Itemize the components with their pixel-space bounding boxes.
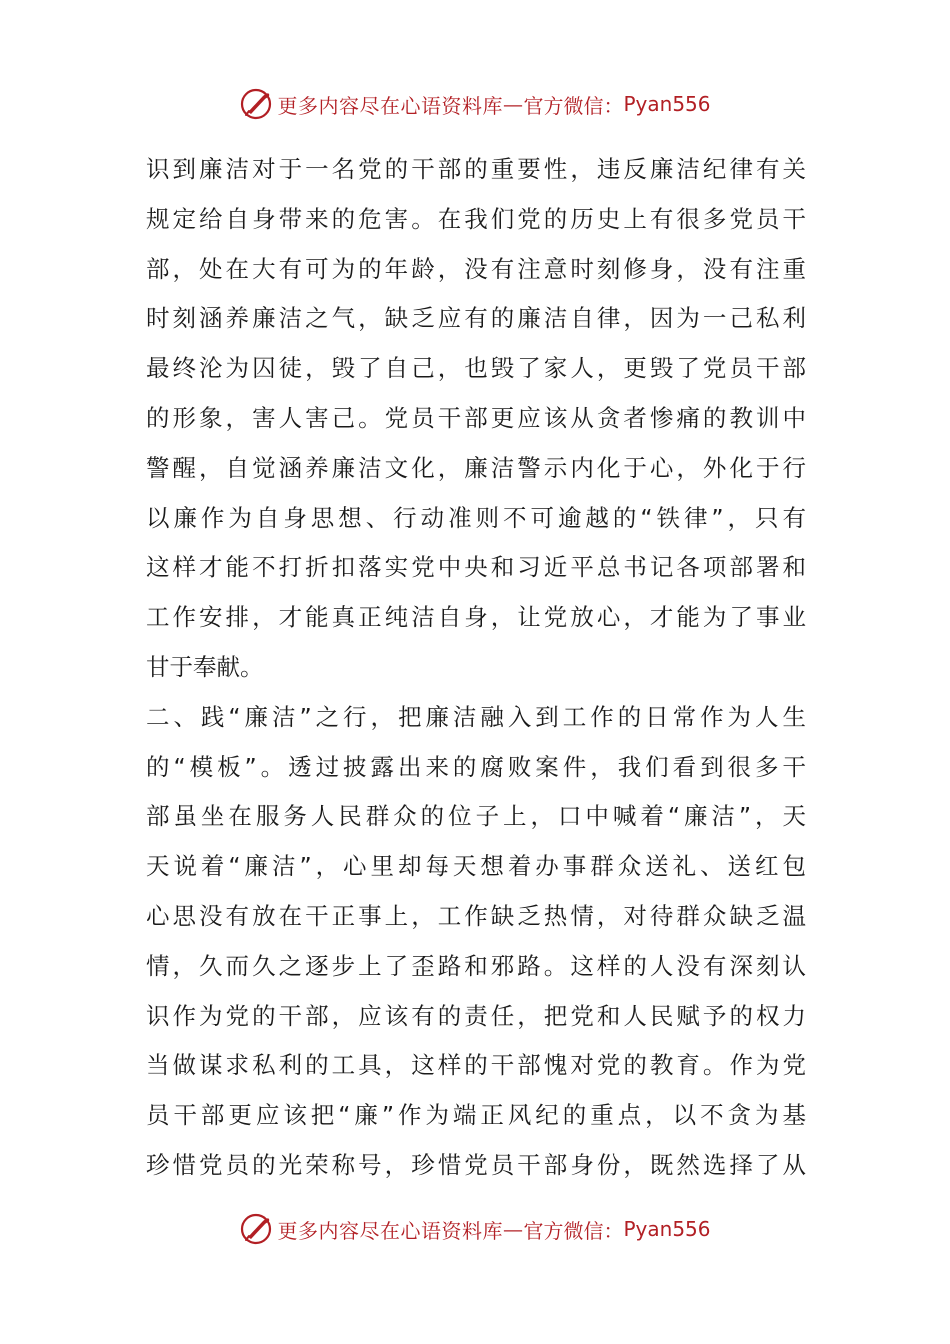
text-line: 珍惜党员的光荣称号，珍惜党员干部身份，既然选择了从 [146,1150,806,1179]
text-line: 这样才能不打折扣落实党中央和习近平总书记各项部署和 [146,553,806,582]
text-line: 二、践“廉洁”之行，把廉洁融入到工作的日常作为人生 [146,702,806,731]
banner-wechat-id: Pyan556 [623,1217,711,1241]
text-line: 当做谋求私利的工具，这样的干部愧对党的教育。作为党 [146,1051,806,1080]
banner-wechat-id: Pyan556 [623,92,711,116]
quill-logo-icon [239,1212,273,1246]
banner-wechat-label: 官方微信： [523,93,624,118]
text-line: 部虽坐在服务人民群众的位子上，口中喊着“廉洁”，天 [146,802,806,831]
text-line: 心思没有放在干正事上，工作缺乏热情，对待群众缺乏温 [146,901,806,930]
quill-logo-icon [239,87,273,121]
text-line: 识到廉洁对于一名党的干部的重要性，违反廉洁纪律有关 [146,155,806,183]
text-line: 天说着“廉洁”，心里却每天想着办事群众送礼、送红包 [146,852,806,881]
text-line: 规定给自身带来的危害。在我们党的历史上有很多党员干 [146,204,806,233]
banner-dash: — [502,92,524,116]
text-line: 甘于奉献。 [146,652,264,681]
banner-dash: — [502,1217,524,1241]
text-line: 工作安排，才能真正纯洁自身，让党放心，才能为了事业 [146,603,806,632]
text-line: 以廉作为自身思想、行动准则不可逾越的“铁律”，只有 [146,503,806,532]
text-line: 警醒，自觉涵养廉洁文化，廉洁警示内化于心，外化于行 [146,453,806,482]
text-line: 识作为党的干部，应该有的责任，把党和人民赋予的权力 [146,1001,806,1030]
header-banner [0,84,950,124]
banner-wechat-label: 官方微信： [523,1218,624,1243]
text-line: 的形象，害人害己。党员干部更应该从贪者惨痛的教训中 [146,403,806,432]
text-line: 时刻涵养廉洁之气，缺乏应有的廉洁自律，因为一己私利 [146,304,806,333]
text-line: 员干部更应该把“廉”作为端正风纪的重点，以不贪为基 [146,1101,806,1130]
text-line: 最终沦为囚徒，毁了自己，也毁了家人，更毁了党员干部 [146,354,806,383]
footer-banner [0,1209,950,1249]
banner-text: 更多内容尽在心语资料库 [277,1218,503,1243]
banner-text: 更多内容尽在心语资料库 [277,93,503,118]
text-line: 情，久而久之逐步上了歪路和邪路。这样的人没有深刻认 [146,951,806,980]
document-body [146,145,806,1191]
text-line: 部，处在大有可为的年龄，没有注意时刻修身，没有注重 [146,254,806,283]
text-line: 的“模板”。透过披露出来的腐败案件，我们看到很多干 [146,752,806,781]
